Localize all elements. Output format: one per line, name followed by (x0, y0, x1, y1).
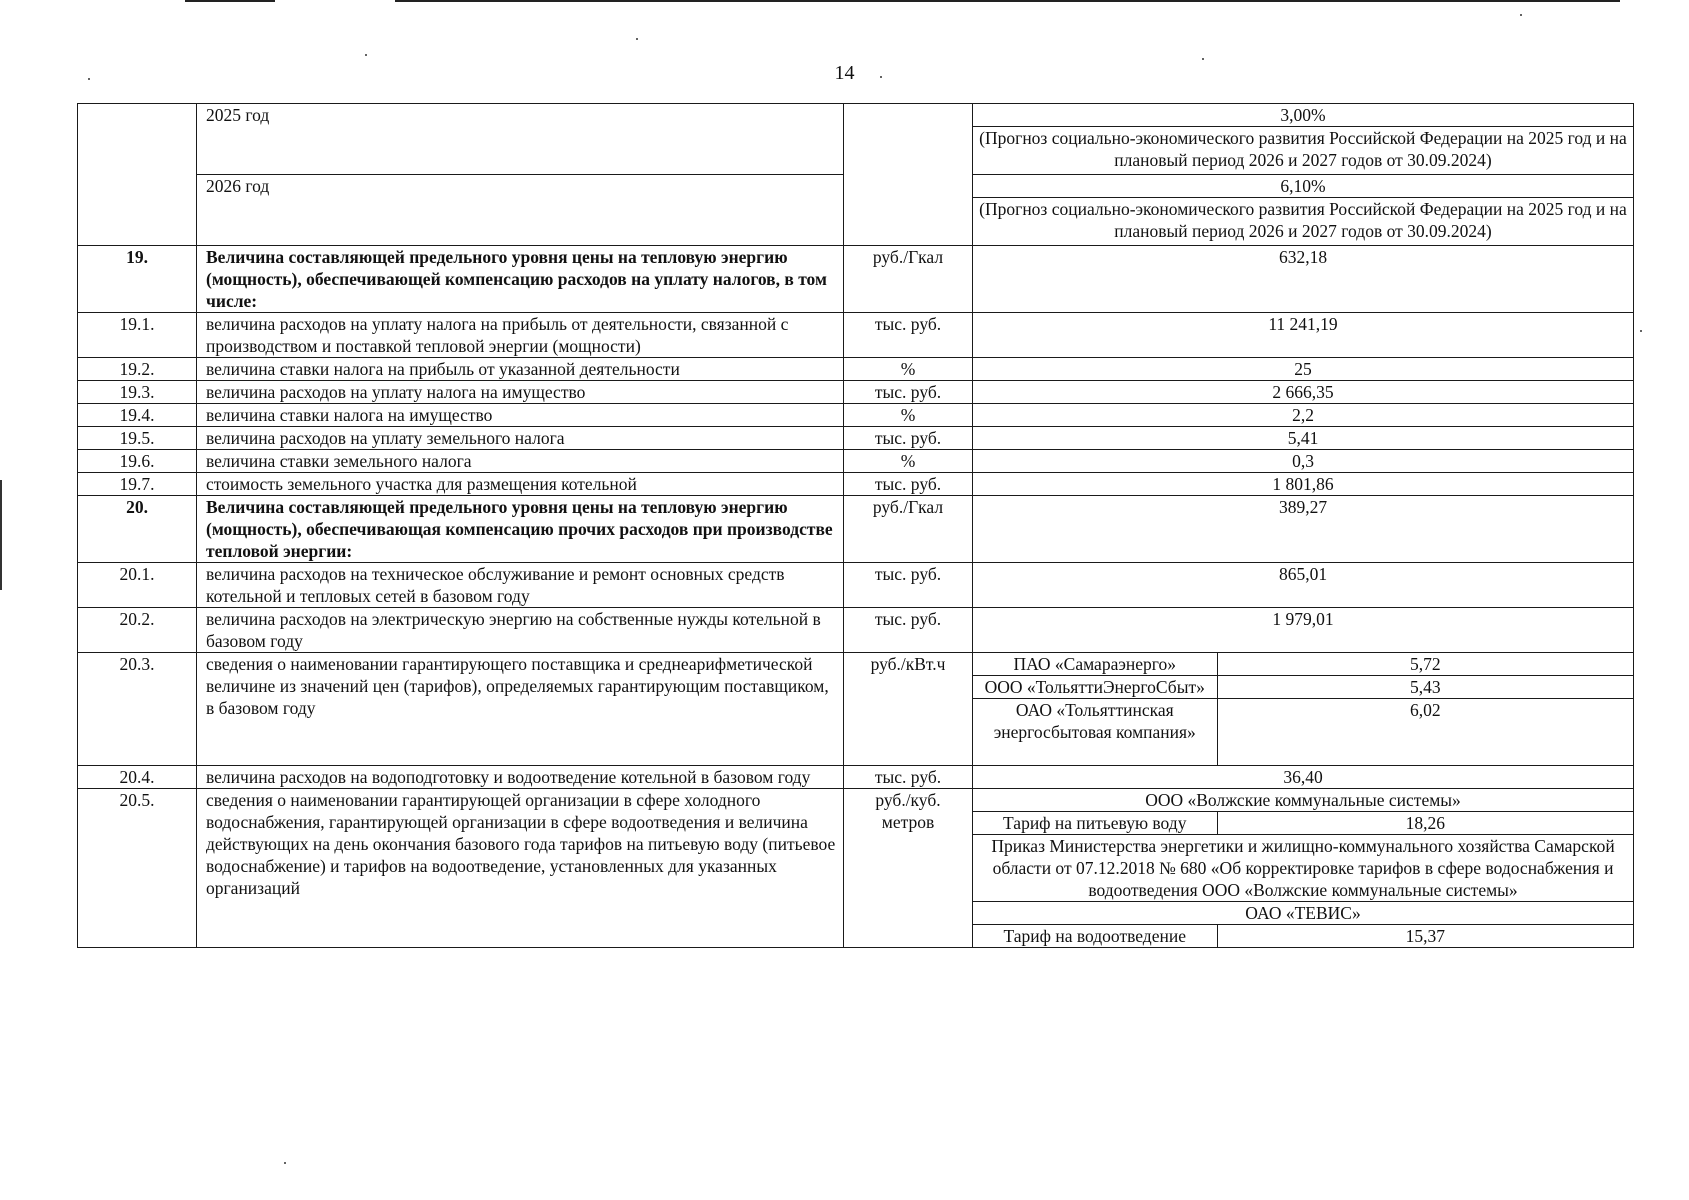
row-name: величина расходов на уплату земельного налога (197, 427, 844, 450)
scan-speck (1640, 330, 1642, 332)
row-value (973, 104, 1634, 175)
row-label: 2026 год (197, 175, 844, 246)
table-row (78, 473, 1634, 496)
row-value: 5,41 (973, 427, 1634, 450)
table-row (78, 404, 1634, 427)
drain-org-name: ОАО «ТЕВИС» (973, 902, 1633, 925)
top-rule-right (395, 0, 1620, 2)
row-unit: % (844, 358, 973, 381)
row-value: 11 241,19 (973, 313, 1634, 358)
row-unit: % (844, 450, 973, 473)
supplier-price: 5,72 (1217, 653, 1633, 676)
row-name: стоимость земельного участка для размещения котельной (197, 473, 844, 496)
row-unit: руб./Гкал (844, 246, 973, 313)
forecast-note: (Прогноз социально-экономического развития Российской Федерации на 2025 год и на плановый период 2026 и 2027 годов от 30.09.2024) (973, 127, 1633, 172)
row-number: 19.2. (78, 358, 197, 381)
page-number: 14 (834, 62, 855, 84)
scan-speck (636, 38, 638, 40)
row-value: 632,18 (973, 246, 1634, 313)
scan-speck (1520, 14, 1522, 16)
tariff-table (77, 103, 1634, 948)
row-value: 25 (973, 358, 1634, 381)
row-name: сведения о наименовании гарантирующего поставщика и среднеарифметической величине из значений цен (тарифов), определяемых гарантирующим поставщиком, в базовом году (197, 653, 844, 766)
row-name: сведения о наименовании гарантирующей организации в сфере холодного водоснабжения, гарантирующей организации в сфере водоотведения и величина действующих на день окончания базового года тарифов на питьевую воду (питьевое водоснабжение) и тарифов на водоотведение, установленных для указанных организаций (197, 789, 844, 948)
table-row (78, 653, 1634, 766)
row-name: Величина составляющей предельного уровня цены на тепловую энергию (мощность), обеспечивающей компенсацию расходов на уплату налогов, в том числе: (197, 246, 844, 313)
supplier-price: 6,02 (1217, 699, 1633, 766)
row-name: величина ставки налога на имущество (197, 404, 844, 427)
table-row (78, 104, 1634, 175)
row-name: величина расходов на электрическую энергию на собственные нужды котельной в базовом году (197, 608, 844, 653)
supplier-name: ООО «ТольяттиЭнергоСбыт» (973, 676, 1217, 699)
value-subtable (973, 104, 1633, 171)
row-name: величина расходов на уплату налога на прибыль от деятельности, связанной с производством и поставкой тепловой энергии (мощности) (197, 313, 844, 358)
row-label: 2025 год (197, 104, 844, 175)
row-unit-empty (844, 104, 973, 246)
row-value: 865,01 (973, 563, 1634, 608)
table-row (78, 427, 1634, 450)
row-unit: тыс. руб. (844, 427, 973, 450)
row-value: 0,3 (973, 450, 1634, 473)
row-unit: тыс. руб. (844, 608, 973, 653)
row-unit: тыс. руб. (844, 766, 973, 789)
row-name: величина расходов на водоподготовку и водоотведение котельной в базовом году (197, 766, 844, 789)
table-row (78, 608, 1634, 653)
row-number: 19.6. (78, 450, 197, 473)
row-number: 19.1. (78, 313, 197, 358)
row-value: 36,40 (973, 766, 1634, 789)
row-name: величина ставки земельного налога (197, 450, 844, 473)
scan-speck (284, 1162, 286, 1164)
row-number: 19.4. (78, 404, 197, 427)
row-name: величина расходов на уплату налога на имущество (197, 381, 844, 404)
row-number: 19.7. (78, 473, 197, 496)
row-unit: руб./Гкал (844, 496, 973, 563)
row-unit: руб./куб. метров (844, 789, 973, 948)
row-number: 20. (78, 496, 197, 563)
table-row (78, 246, 1634, 313)
row-number: 19.5. (78, 427, 197, 450)
supplier-values (973, 653, 1634, 766)
water-tariff-label: Тариф на питьевую воду (973, 812, 1217, 835)
row-unit: тыс. руб. (844, 313, 973, 358)
table-row (78, 789, 1634, 948)
water-org-name: ООО «Волжские коммунальные системы» (973, 789, 1633, 812)
table-row (78, 563, 1634, 608)
tariff-order-text: Приказ Министерства энергетики и жилищно-коммунального хозяйства Самарской области от 07.12.2018 № 680 «Об корректировке тарифов в сфере водоснабжения и водоотведения ООО «Волжские коммунальные системы» (973, 835, 1633, 902)
supplier-price: 5,43 (1217, 676, 1633, 699)
water-tariff-values (973, 789, 1634, 948)
row-number: 20.2. (78, 608, 197, 653)
row-value: 1 801,86 (973, 473, 1634, 496)
water-tariff-value: 18,26 (1217, 812, 1633, 835)
value-cell: 3,00% (973, 104, 1633, 127)
row-unit: руб./кВт.ч (844, 653, 973, 766)
row-number: 20.4. (78, 766, 197, 789)
top-rule-left (185, 0, 275, 2)
row-value: 2,2 (973, 404, 1634, 427)
row-unit: тыс. руб. (844, 473, 973, 496)
value-subtable (973, 175, 1633, 242)
row-unit: % (844, 404, 973, 427)
row-value: 1 979,01 (973, 608, 1634, 653)
forecast-note: (Прогноз социально-экономического развития Российской Федерации на 2025 год и на плановый период 2026 и 2027 годов от 30.09.2024) (973, 198, 1633, 243)
row-name: величина расходов на техническое обслуживание и ремонт основных средств котельной и тепловых сетей в базовом году (197, 563, 844, 608)
row-name: Величина составляющей предельного уровня цены на тепловую энергию (мощность), обеспечивающая компенсацию прочих расходов при производстве тепловой энергии: (197, 496, 844, 563)
water-subtable (973, 789, 1633, 947)
row-value (973, 175, 1634, 246)
row-name: величина ставки налога на прибыль от указанной деятельности (197, 358, 844, 381)
row-unit: тыс. руб. (844, 563, 973, 608)
scan-edge-mark (0, 480, 2, 590)
table-row (78, 381, 1634, 404)
row-number: 19. (78, 246, 197, 313)
drain-tariff-value: 15,37 (1217, 925, 1633, 948)
row-number: 20.5. (78, 789, 197, 948)
row-value: 389,27 (973, 496, 1634, 563)
row-value: 2 666,35 (973, 381, 1634, 404)
row-number: 20.1. (78, 563, 197, 608)
row-number-empty (78, 104, 197, 246)
drain-tariff-label: Тариф на водоотведение (973, 925, 1217, 948)
scan-speck (365, 54, 367, 56)
row-unit: тыс. руб. (844, 381, 973, 404)
value-cell: 6,10% (973, 175, 1633, 198)
row-number: 19.3. (78, 381, 197, 404)
supplier-name: ПАО «Самараэнерго» (973, 653, 1217, 676)
supplier-subtable (973, 653, 1633, 765)
table-row (78, 766, 1634, 789)
table-row (78, 313, 1634, 358)
table-row (78, 496, 1634, 563)
row-number: 20.3. (78, 653, 197, 766)
table-row (78, 358, 1634, 381)
table-row (78, 450, 1634, 473)
scan-speck (1202, 58, 1204, 60)
supplier-name: ОАО «Тольяттинская энергосбытовая компания» (973, 699, 1217, 766)
